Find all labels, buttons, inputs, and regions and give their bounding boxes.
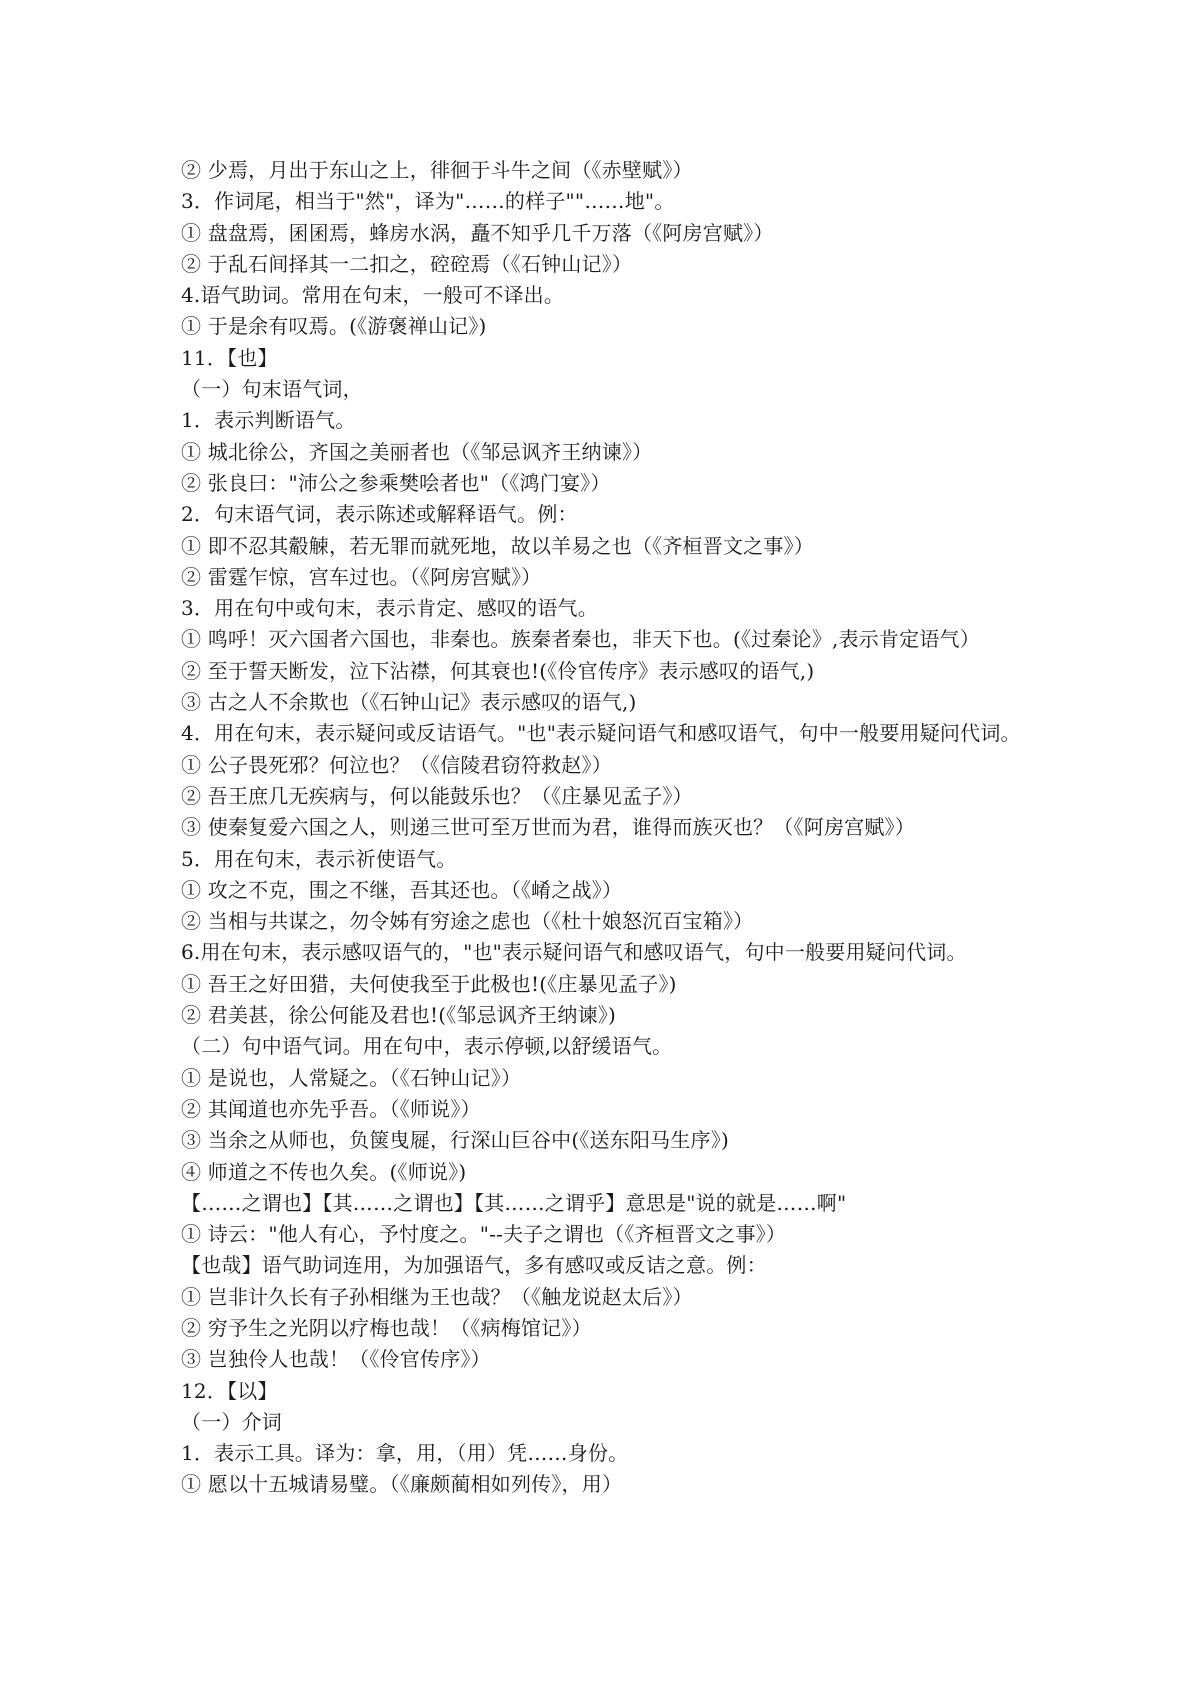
subsection-heading: （二）句中语气词。用在句中，表示停顿,以舒缓语气。 [181,1034,673,1059]
text-line: ① 是说也，人常疑之。（《石钟山记》） [181,1065,522,1090]
text-line: ① 城北徐公，齐国之美丽者也（《邹忌讽齐王纳谏》） [181,439,653,464]
text-line: ① 鸣呼！灭六国者六国也，非秦也。族秦者秦也，非天下也。(《过秦论》,表示肯定语气） [181,627,980,652]
text-line: ① 盘盘焉，囷囷焉，蜂房水涡，矗不知乎几千万落（《阿房宫赋》） [181,220,774,245]
text-line: ③ 古之人不余欺也（《石钟山记》表示感叹的语气,) [181,690,637,715]
text-line: 1．表示工具。译为：拿，用，（用）凭……身份。 [181,1441,629,1466]
subsection-heading: （一）介词 [181,1409,282,1434]
text-line: 【……之谓也】【其……之谓也】【其……之谓乎】意思是"说的就是……啊" [181,1190,847,1215]
text-line: 【也哉】语气助词连用，为加强语气，多有感叹或反诘之意。例： [181,1253,767,1278]
text-line: ③ 使秦复爱六国之人，则递三世可至万世而为君，谁得而族灭也？（《阿房宫赋》） [181,815,915,840]
text-line: 1．表示判断语气。 [181,408,356,433]
text-line: ① 即不忍其觳觫，若无罪而就死地，故以羊易之也（《齐桓晋文之事》） [181,533,814,558]
text-line: ① 公子畏死邪？何泣也？（《信陵君窃符救赵》） [181,752,612,777]
text-line: ③ 当余之从师也，负箧曳屣，行深山巨谷中(《送东阳马生序》) [181,1128,729,1153]
text-line: ① 愿以十五城请易璧。（《廉颇蔺相如列传》，用） [181,1472,623,1497]
text-line: ① 攻之不克，围之不继，吾其还也。（《崤之战》） [181,877,623,902]
text-line: 5．用在句末，表示祈使语气。 [181,846,457,871]
text-line: 3．用在句中或句末，表示肯定、感叹的语气。 [181,596,598,621]
subsection-heading: （一）句末语气词， [181,377,363,402]
text-line: ② 张良曰："沛公之参乘樊哙者也"（《鸿门宴》） [181,470,611,495]
text-line: 3．作词尾，相当于"然"，译为"……的样子""……地"。 [181,189,675,214]
text-line: ② 至于誓天断发，泣下沾襟，何其衰也!(《伶官传序》表示感叹的语气,) [181,658,815,683]
section-heading: 11．【也】 [181,345,278,370]
document-body [181,155,1041,1501]
text-line: ② 吾王庶几无疾病与，何以能鼓乐也？（《庄暴见孟子》） [181,783,693,808]
text-line: ④ 师道之不传也久矣。(《师说》) [181,1159,467,1184]
text-line: 6.用在句末，表示感叹语气的，"也"表示疑问语气和感叹语气，句中一般要用疑问代词。 [181,940,967,965]
text-line: 4.语气助词。常用在句末，一般可不译出。 [181,283,565,308]
text-line: ② 雷霆乍惊，宫车过也。（《阿房宫赋》） [181,564,542,589]
text-line: ② 君美甚，徐公何能及君也!(《邹忌讽齐王纳谏》) [181,1003,616,1028]
text-line: ① 吾王之好田猎，夫何使我至于此极也!(《庄暴见孟子》) [181,971,677,996]
text-line: ① 诗云："他人有心，予忖度之。"--夫子之谓也（《齐桓晋文之事》） [181,1222,787,1247]
text-line: ① 于是余有叹焉。(《游褒禅山记》) [181,314,487,339]
text-line: ③ 岂独伶人也哉！（《伶官传序》） [181,1347,491,1372]
text-line: ② 其闻道也亦先乎吾。（《师说》） [181,1096,481,1121]
text-line: ② 少焉，月出于东山之上，徘徊于斗牛之间（《赤壁赋》） [181,158,693,182]
text-line: ② 当相与共谋之，勿令姊有穷途之虑也（《杜十娘怒沉百宝箱》） [181,909,754,934]
text-line: ② 于乱石间择其一二扣之，硿硿焉（《石钟山记》） [181,251,633,276]
section-heading: 12．【以】 [181,1378,278,1403]
text-line: ① 岂非计久长有子孙相继为王也哉？（《触龙说赵太后》） [181,1284,693,1309]
text-line: ② 穷予生之光阴以疗梅也哉！（《病梅馆记》） [181,1315,592,1340]
text-line: 4．用在句末，表示疑问或反诘语气。"也"表示疑问语气和感叹语气，句中一般要用疑问代词。 [181,721,1021,746]
text-line: 2．句末语气词，表示陈述或解释语气。例： [181,502,578,527]
